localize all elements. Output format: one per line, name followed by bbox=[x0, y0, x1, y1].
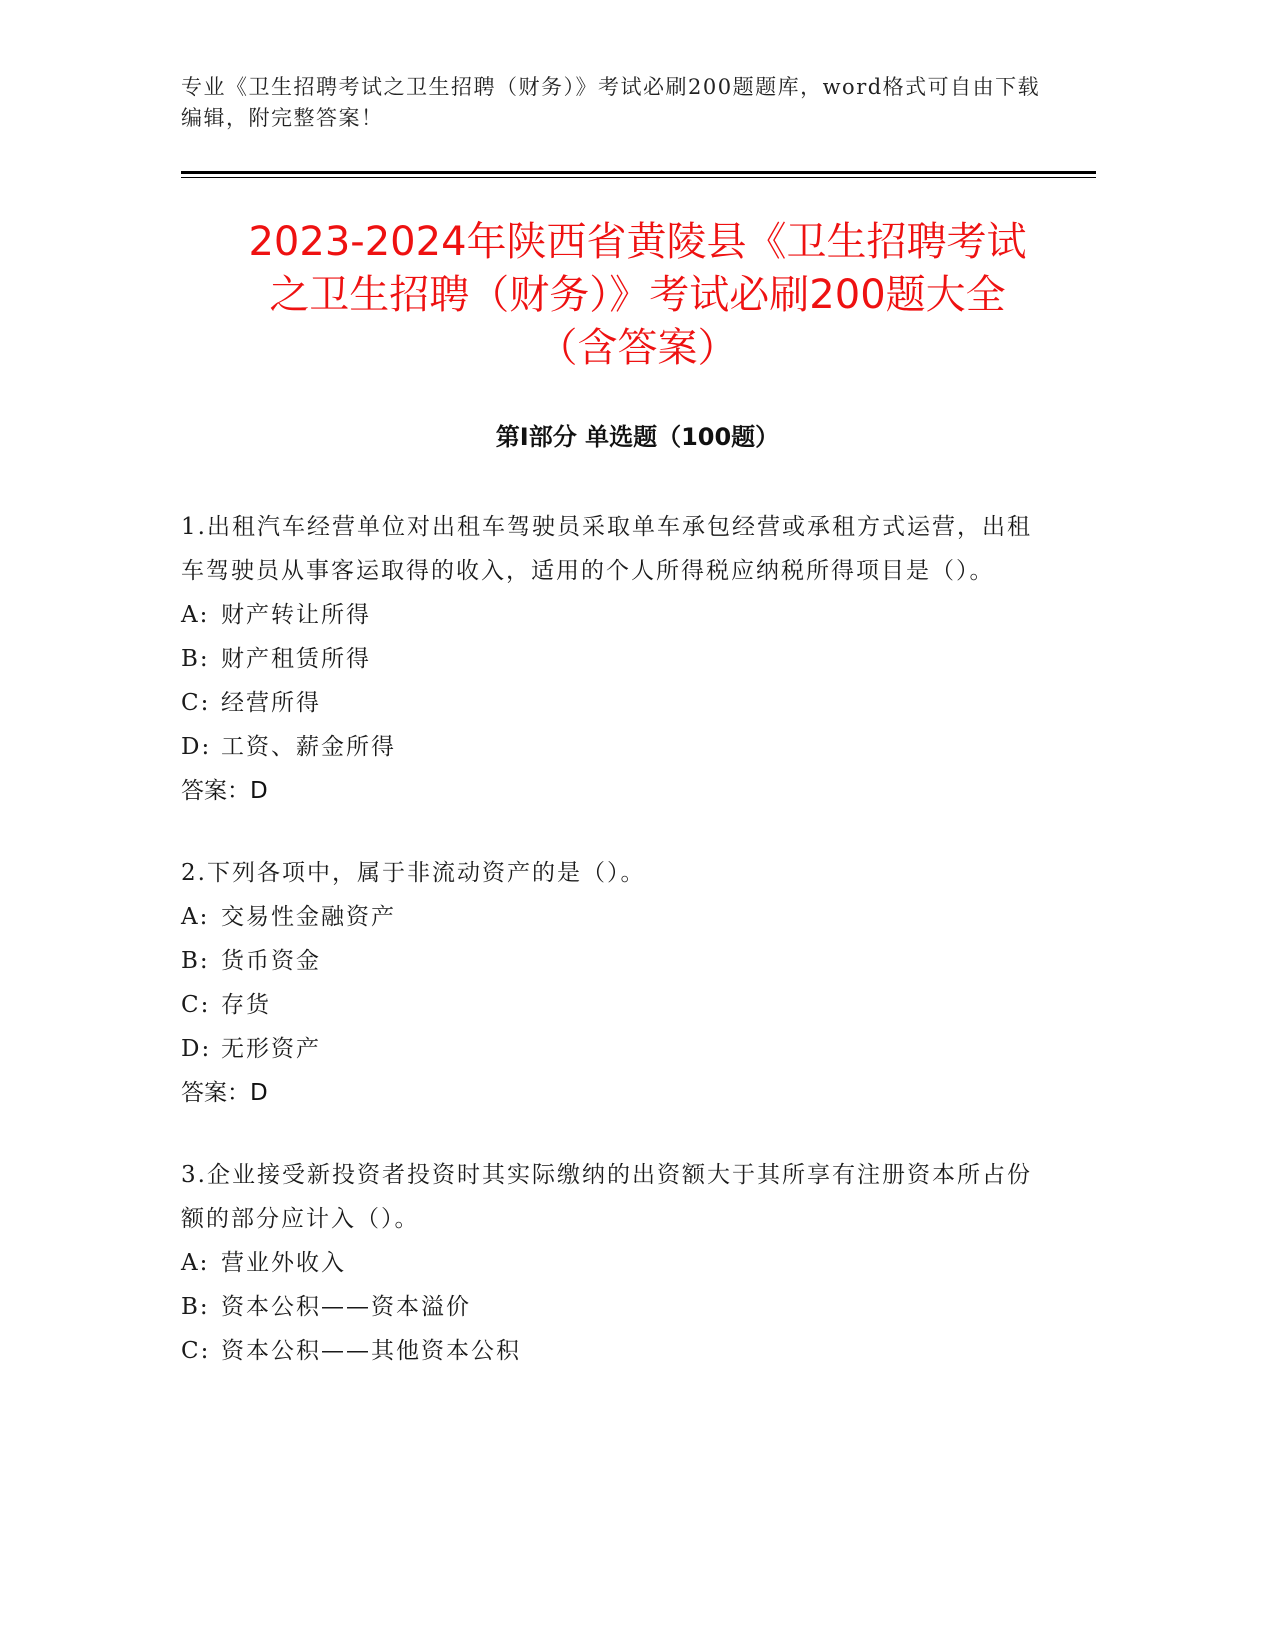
option-text: 财产租赁所得 bbox=[221, 646, 371, 672]
question-3 bbox=[181, 1153, 1041, 1373]
title-line-3: （含答案） bbox=[537, 325, 738, 371]
header-rule-thin bbox=[181, 177, 1096, 178]
option-text: 无形资产 bbox=[221, 1036, 321, 1062]
option-text: 经营所得 bbox=[221, 690, 321, 716]
option-text: 交易性金融资产 bbox=[221, 904, 396, 930]
option-text: 工资、薪金所得 bbox=[221, 734, 396, 760]
option-text: 存货 bbox=[221, 992, 271, 1018]
option-b bbox=[181, 939, 1041, 983]
question-list bbox=[181, 505, 1041, 1411]
option-a bbox=[181, 895, 1041, 939]
option-letter: D: bbox=[181, 1036, 212, 1062]
option-letter: C: bbox=[181, 1338, 211, 1364]
option-letter: A: bbox=[181, 1250, 210, 1276]
document-title bbox=[150, 216, 1125, 375]
option-letter: D: bbox=[181, 734, 212, 760]
option-text: 财产转让所得 bbox=[221, 602, 371, 628]
option-letter: C: bbox=[181, 690, 211, 716]
option-d bbox=[181, 725, 1041, 769]
option-a bbox=[181, 593, 1041, 637]
question-stem: 2.下列各项中，属于非流动资产的是（）。 bbox=[181, 860, 646, 886]
option-b bbox=[181, 637, 1041, 681]
question-stem: 1.出租汽车经营单位对出租车驾驶员采取单车承包经营或承租方式运营，出租车驾驶员从事客运取得的收入，适用的个人所得税应纳税所得项目是（）。 bbox=[181, 514, 1032, 584]
option-text: 营业外收入 bbox=[221, 1250, 346, 1276]
option-a bbox=[181, 1241, 1041, 1285]
option-c bbox=[181, 983, 1041, 1027]
option-letter: B: bbox=[181, 948, 210, 974]
option-c bbox=[181, 1329, 1041, 1373]
option-d bbox=[181, 1027, 1041, 1071]
title-line-2: 之卫生招聘（财务）》考试必刷200题大全 bbox=[269, 272, 1006, 318]
option-c bbox=[181, 681, 1041, 725]
answer: 答案：D bbox=[181, 778, 268, 804]
option-letter: C: bbox=[181, 992, 211, 1018]
option-text: 货币资金 bbox=[221, 948, 321, 974]
question-1 bbox=[181, 505, 1041, 813]
option-letter: B: bbox=[181, 646, 210, 672]
answer: 答案：D bbox=[181, 1080, 268, 1106]
header-rule-thick bbox=[181, 171, 1096, 174]
option-b bbox=[181, 1285, 1041, 1329]
section-title: 第Ⅰ部分 单选题（100题） bbox=[495, 423, 780, 451]
question-2 bbox=[181, 851, 1041, 1115]
option-letter: B: bbox=[181, 1294, 210, 1320]
option-text: 资本公积——其他资本公积 bbox=[221, 1338, 521, 1364]
option-text: 资本公积——资本溢价 bbox=[221, 1294, 471, 1320]
question-stem: 3.企业接受新投资者投资时其实际缴纳的出资额大于其所享有注册资本所占份额的部分应计入（）。 bbox=[181, 1162, 1032, 1232]
header-note: 专业《卫生招聘考试之卫生招聘（财务）》考试必刷200题题库，word格式可自由下载编辑，附完整答案！ bbox=[181, 75, 1041, 130]
option-letter: A: bbox=[181, 602, 210, 628]
title-line-1: 2023-2024年陕西省黄陵县《卫生招聘考试 bbox=[248, 219, 1027, 265]
option-letter: A: bbox=[181, 904, 210, 930]
